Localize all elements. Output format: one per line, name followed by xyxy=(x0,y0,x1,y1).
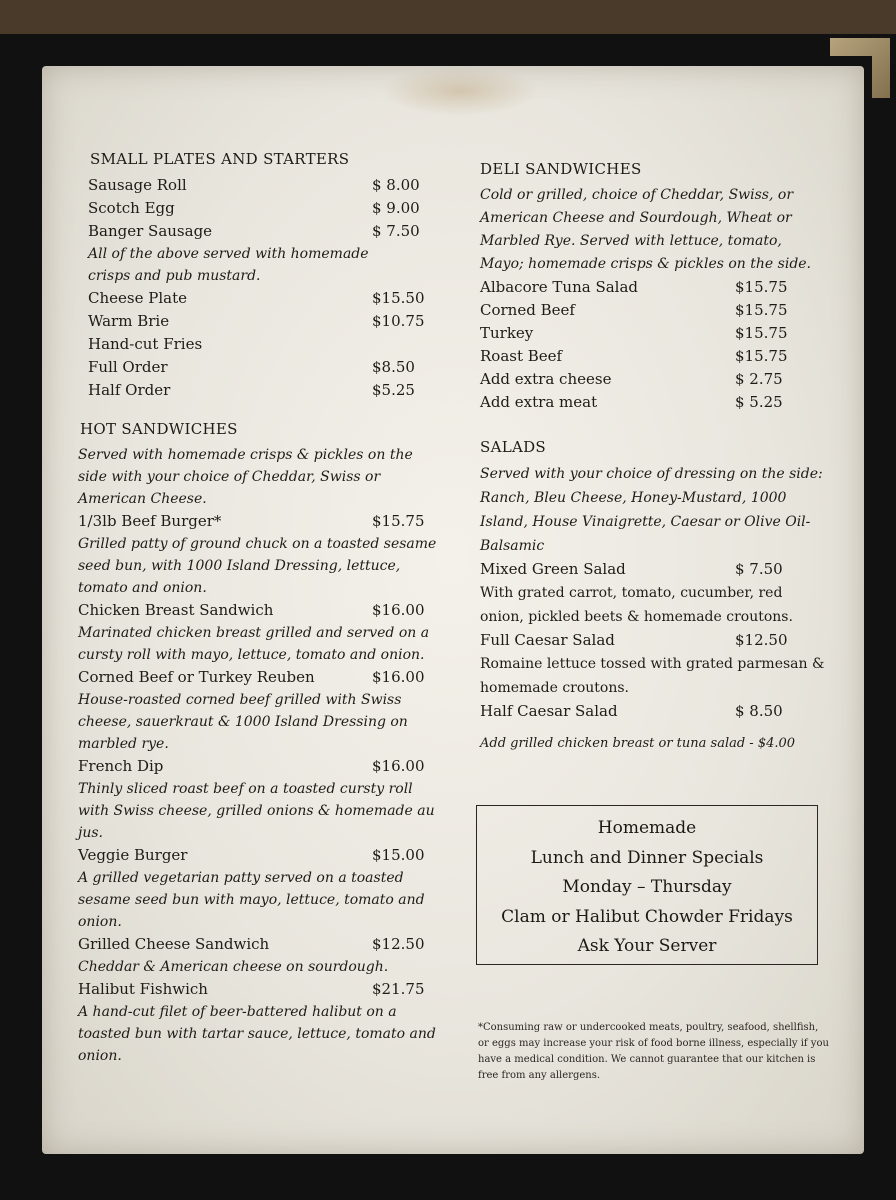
item-name: Grilled Cheese Sandwich xyxy=(78,935,270,953)
item-name: French Dip xyxy=(78,757,164,775)
item-name: Full Caesar Salad xyxy=(480,631,615,649)
item-price: $10.75 xyxy=(372,312,425,330)
specials-line: Monday – Thursday xyxy=(562,877,732,897)
deli-list xyxy=(480,276,825,414)
menu-item xyxy=(78,844,442,867)
menu-item xyxy=(88,379,442,402)
item-price: $15.75 xyxy=(372,512,425,530)
left-column xyxy=(62,150,442,1067)
menu-item xyxy=(78,978,442,1001)
menu-item xyxy=(88,174,442,197)
item-description: A grilled vegetarian patty served on a toasted sesame seed bun with mayo, lettuce, tomato and onion. xyxy=(78,870,425,930)
item-price: $16.00 xyxy=(372,668,425,686)
item-name: Half Order xyxy=(88,381,171,399)
item-price: $15.75 xyxy=(735,301,788,319)
item-name: Scotch Egg xyxy=(88,199,175,217)
item-price: $21.75 xyxy=(372,980,425,998)
right-column xyxy=(480,160,825,755)
item-name: Warm Brie xyxy=(88,312,170,330)
item-name: Add extra cheese xyxy=(480,370,612,388)
item-name: Albacore Tuna Salad xyxy=(480,278,639,296)
specials-line: Lunch and Dinner Specials xyxy=(530,847,764,868)
deli-intro: Cold or grilled, choice of Cheddar, Swiss, or American Cheese and Sourdough, Wheat or Marbled Rye. Served with lettuce, tomato, Mayo; homemade crisps & pickles on the side. xyxy=(480,187,812,272)
item-price: $ 5.25 xyxy=(735,393,783,411)
item-description: Romaine lettuce tossed with grated parmesan & homemade croutons. xyxy=(480,656,825,696)
item-price: $15.75 xyxy=(735,347,788,365)
menu-item xyxy=(88,287,442,310)
item-price: $5.25 xyxy=(372,381,415,399)
item-description: Grilled patty of ground chuck on a toasted sesame seed bun, with 1000 Island Dressing, lettuce, tomato and onion. xyxy=(78,536,437,596)
salads-addon: Add grilled chicken breast or tuna salad - $4.00 xyxy=(480,736,796,751)
menu-item xyxy=(480,368,825,391)
item-price: $12.50 xyxy=(735,631,788,649)
menu-item xyxy=(480,391,825,414)
item-price: $12.50 xyxy=(372,935,425,953)
section-title-small-plates: SMALL PLATES AND STARTERS xyxy=(90,150,350,168)
item-price: $16.00 xyxy=(372,601,425,619)
item-price: $ 8.50 xyxy=(735,702,783,720)
menu-item xyxy=(78,755,442,778)
salads-intro: Served with your choice of dressing on the side: Ranch, Bleu Cheese, Honey-Mustard, 1000 Island, House Vinaigrette, Caesar or Olive Oil-Balsamic xyxy=(480,466,823,554)
menu-item xyxy=(480,345,825,368)
item-name: Roast Beef xyxy=(480,347,563,365)
item-price: $15.00 xyxy=(372,846,425,864)
item-price: $ 7.50 xyxy=(735,560,783,578)
item-price: $15.75 xyxy=(735,278,788,296)
item-price: $ 9.00 xyxy=(372,199,420,217)
item-description: Cheddar & American cheese on sourdough. xyxy=(78,959,389,975)
item-name: Cheese Plate xyxy=(88,289,187,307)
menu-item xyxy=(88,333,442,356)
small-plates-list xyxy=(88,174,442,402)
menu-item xyxy=(88,220,442,243)
specials-line: Ask Your Server xyxy=(577,936,717,956)
menu-item xyxy=(78,933,442,956)
menu-item xyxy=(480,299,825,322)
item-description: Marinated chicken breast grilled and served on a cursty roll with mayo, lettuce, tomato and onion. xyxy=(78,625,430,663)
item-price: $16.00 xyxy=(372,757,425,775)
item-price: $ 2.75 xyxy=(735,370,783,388)
section-title-deli: DELI SANDWICHES xyxy=(480,160,642,178)
menu-item xyxy=(480,700,825,723)
hot-sandwiches-list xyxy=(78,444,442,1067)
item-price: $8.50 xyxy=(372,358,415,376)
specials-line: Clam or Halibut Chowder Fridays xyxy=(501,906,793,927)
salads-list xyxy=(480,558,825,723)
item-name: Full Order xyxy=(88,358,168,376)
item-name: Add extra meat xyxy=(480,393,598,411)
menu-item xyxy=(88,356,442,379)
menu-item xyxy=(88,310,442,333)
section-title-hot-sandwiches: HOT SANDWICHES xyxy=(80,420,238,438)
specials-box xyxy=(476,805,818,965)
item-description: With grated carrot, tomato, cucumber, red onion, pickled beets & homemade croutons. xyxy=(480,585,793,625)
item-description: Thinly sliced roast beef on a toasted cursty roll with Swiss cheese, grilled onions & homemade au jus. xyxy=(78,781,435,841)
item-price: $15.75 xyxy=(735,324,788,342)
menu-item xyxy=(78,599,442,622)
menu-item xyxy=(78,666,442,689)
section-title-salads: SALADS xyxy=(480,438,547,456)
small-plates-note: All of the above served with homemade crisps and pub mustard. xyxy=(88,246,369,284)
item-name: Corned Beef or Turkey Reuben xyxy=(78,668,315,686)
food-safety-disclaimer: *Consuming raw or undercooked meats, poultry, seafood, shellfish, or eggs may increase your risk of food borne illness, especially if you have a medical condition. We cannot guarantee that our kitchen is free from any allergens. xyxy=(478,1022,829,1081)
paper-stain xyxy=(380,66,540,116)
menu-item xyxy=(78,510,442,533)
menu-item xyxy=(480,322,825,345)
item-description: House-roasted corned beef grilled with Swiss cheese, sauerkraut & 1000 Island Dressing on marbled rye. xyxy=(78,692,408,752)
item-name: Corned Beef xyxy=(480,301,575,319)
hot-sandwiches-intro: Served with homemade crisps & pickles on the side with your choice of Cheddar, Swiss or American Cheese. xyxy=(78,447,413,507)
item-name: Halibut Fishwich xyxy=(78,980,208,998)
item-name: Mixed Green Salad xyxy=(480,560,626,578)
item-name: Hand-cut Fries xyxy=(88,335,203,353)
item-price: $ 7.50 xyxy=(372,222,420,240)
item-name: Half Caesar Salad xyxy=(480,702,618,720)
item-price: $15.50 xyxy=(372,289,425,307)
item-price: $ 8.00 xyxy=(372,176,420,194)
item-name: Sausage Roll xyxy=(88,176,187,194)
menu-item xyxy=(480,558,825,581)
item-name: 1/3lb Beef Burger* xyxy=(78,512,222,530)
item-name: Banger Sausage xyxy=(88,222,213,240)
menu-item xyxy=(480,629,825,652)
menu-item xyxy=(480,276,825,299)
item-name: Chicken Breast Sandwich xyxy=(78,601,274,619)
item-description: A hand-cut filet of beer-battered halibut on a toasted bun with tartar sauce, lettuce, tomato and onion. xyxy=(78,1004,436,1064)
item-name: Turkey xyxy=(480,324,534,342)
menu-item xyxy=(88,197,442,220)
item-name: Veggie Burger xyxy=(78,846,188,864)
specials-line: Homemade xyxy=(597,818,697,838)
